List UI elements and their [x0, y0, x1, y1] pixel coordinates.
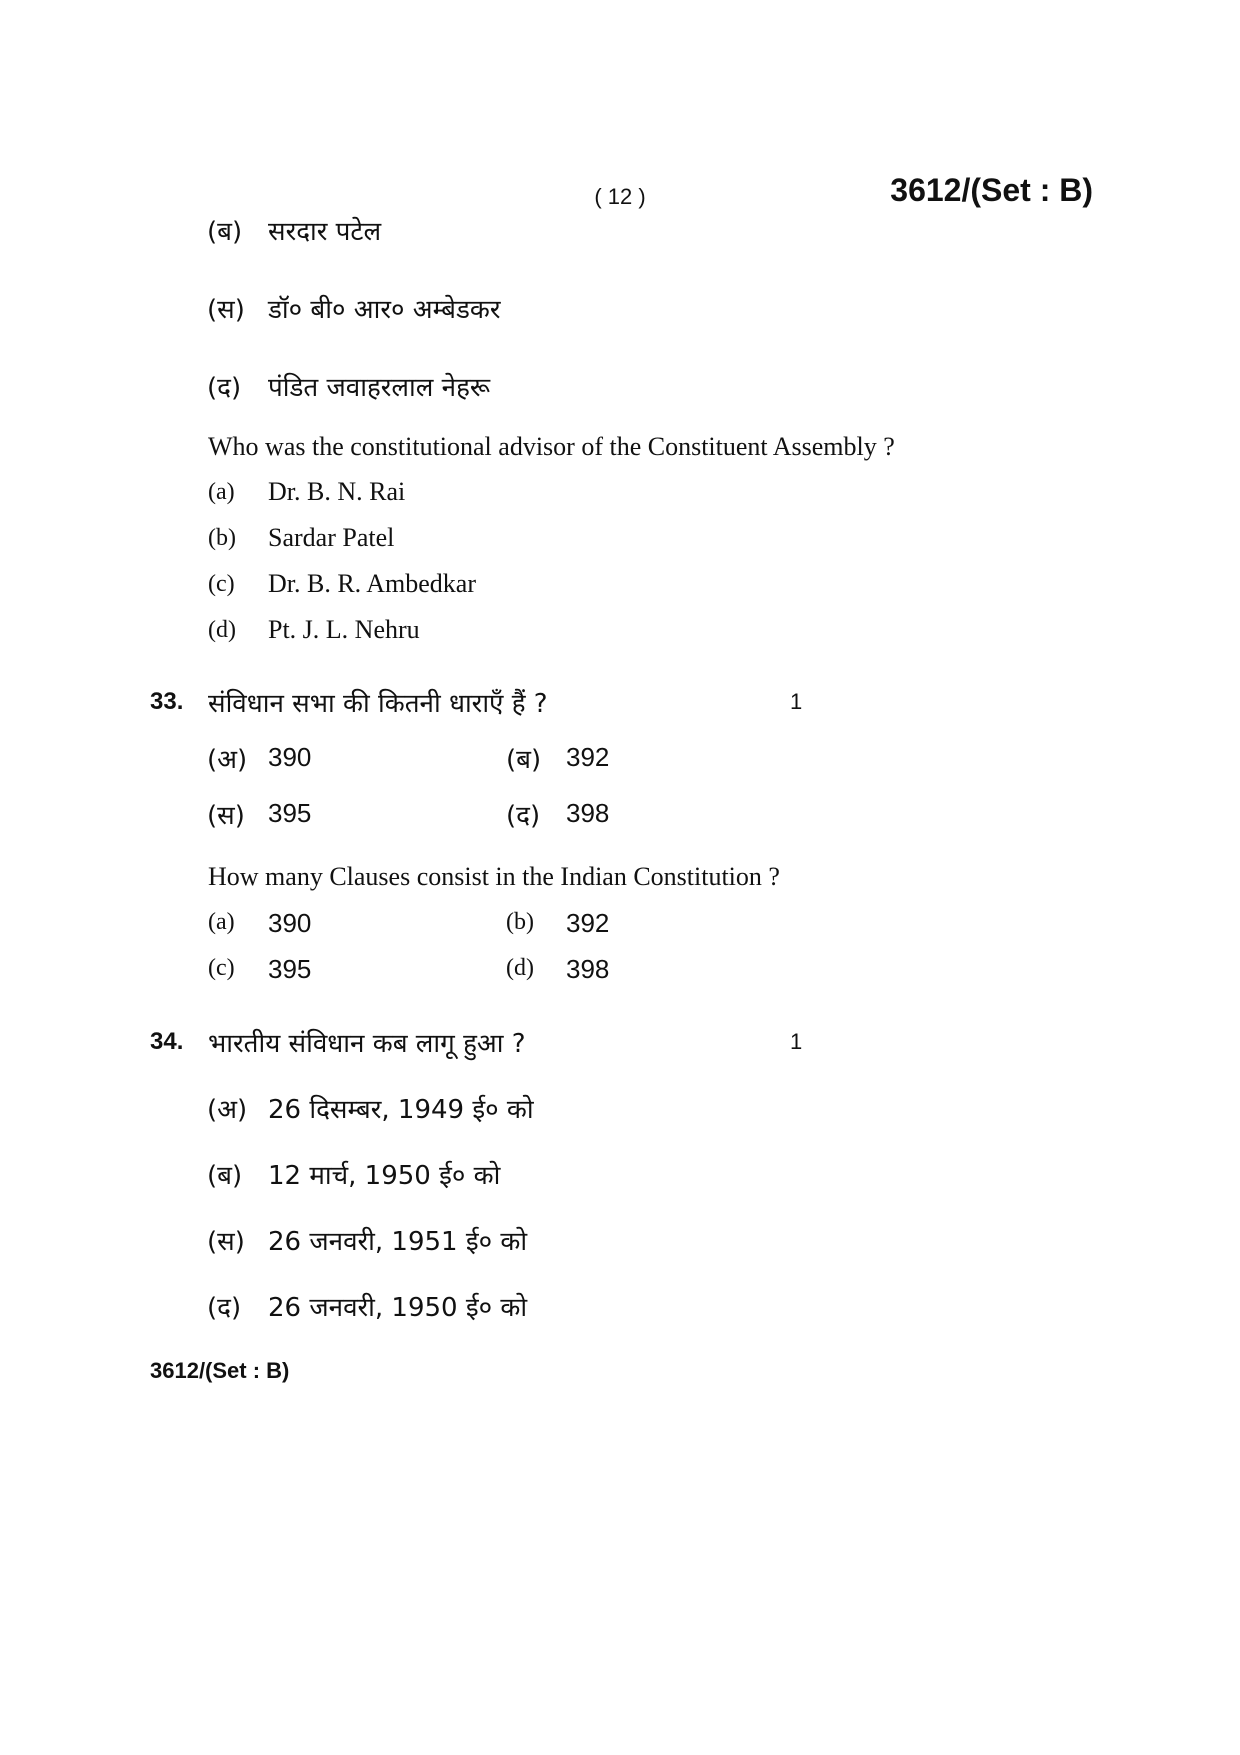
q33-en-option-a-label: (a): [208, 909, 235, 935]
q33-marks: 1: [790, 689, 803, 714]
q33-en-option-c-label: (c): [208, 955, 235, 981]
q32-en-option-c-text: Dr. B. R. Ambedkar: [268, 569, 476, 598]
q33-en-option-a-text: 390: [268, 908, 312, 938]
q33-hi-option-d-text: 398: [566, 798, 610, 828]
q33-en-option-b-text: 392: [566, 908, 610, 938]
q33-hi-option-b-text: 392: [566, 742, 610, 772]
q32-hi-option-d-label: (द): [207, 373, 242, 403]
q33-hi-option-d-label: (द): [506, 801, 541, 831]
q33-hi-option-c-text: 395: [268, 798, 312, 828]
q33-hi-question: संविधान सभा की कितनी धाराएँ हैं ?: [208, 689, 548, 719]
q33-hi-option-a-text: 390: [268, 742, 312, 772]
q32-hi-option-c-label: (स): [207, 295, 245, 325]
q32-en-option-b-label: (b): [208, 525, 236, 551]
q33-hi-option-a-label: (अ): [207, 745, 248, 775]
q32-hi-option-b-label: (ब): [207, 217, 243, 247]
q32-en-option-d-label: (d): [208, 617, 236, 643]
set-code-header: 3612/(Set : B): [890, 172, 1093, 208]
q32-en-question: Who was the constitutional advisor of the Constituent Assembly ?: [208, 432, 895, 461]
q32-en-option-a-text: Dr. B. N. Rai: [268, 477, 406, 506]
q34-hi-option-d-label: (द): [207, 1293, 242, 1323]
q32-en-option-c-label: (c): [208, 571, 235, 597]
q33-hi-option-b-label: (ब): [506, 745, 542, 775]
q34-hi-option-d-text: 26 जनवरी, 1950 ई० को: [268, 1293, 528, 1323]
q34-marks: 1: [790, 1029, 803, 1054]
q32-hi-option-d-text: पंडित जवाहरलाल नेहरू: [268, 373, 491, 403]
q34-hi-option-a-text: 26 दिसम्बर, 1949 ई० को: [268, 1095, 534, 1125]
q33-hi-option-c-label: (स): [207, 801, 245, 831]
q34-hi-option-a-label: (अ): [207, 1095, 248, 1125]
q34-hi-option-b-text: 12 मार्च, 1950 ई० को: [268, 1161, 501, 1191]
q32-en-option-a-label: (a): [208, 479, 235, 505]
q32-hi-option-b-text: सरदार पटेल: [268, 217, 382, 247]
q34-hi-question: भारतीय संविधान कब लागू हुआ ?: [208, 1029, 526, 1059]
q33-en-question: How many Clauses consist in the Indian Constitution ?: [208, 862, 780, 891]
set-code-footer: 3612/(Set : B): [150, 1358, 290, 1383]
q33-en-option-b-label: (b): [506, 909, 534, 935]
q33-en-option-d-label: (d): [506, 955, 534, 981]
q34-number: 34.: [150, 1028, 184, 1055]
q32-en-option-b-text: Sardar Patel: [268, 523, 395, 552]
q32-en-option-d-text: Pt. J. L. Nehru: [268, 615, 420, 644]
q33-number: 33.: [150, 688, 184, 715]
page-number: ( 12 ): [594, 184, 646, 209]
q33-en-option-d-text: 398: [566, 954, 610, 984]
q33-en-option-c-text: 395: [268, 954, 312, 984]
q34-hi-option-c-label: (स): [207, 1227, 245, 1257]
q34-hi-option-b-label: (ब): [207, 1161, 243, 1191]
q34-hi-option-c-text: 26 जनवरी, 1951 ई० को: [268, 1227, 528, 1257]
q32-hi-option-c-text: डॉ० बी० आर० अम्बेडकर: [268, 295, 501, 325]
